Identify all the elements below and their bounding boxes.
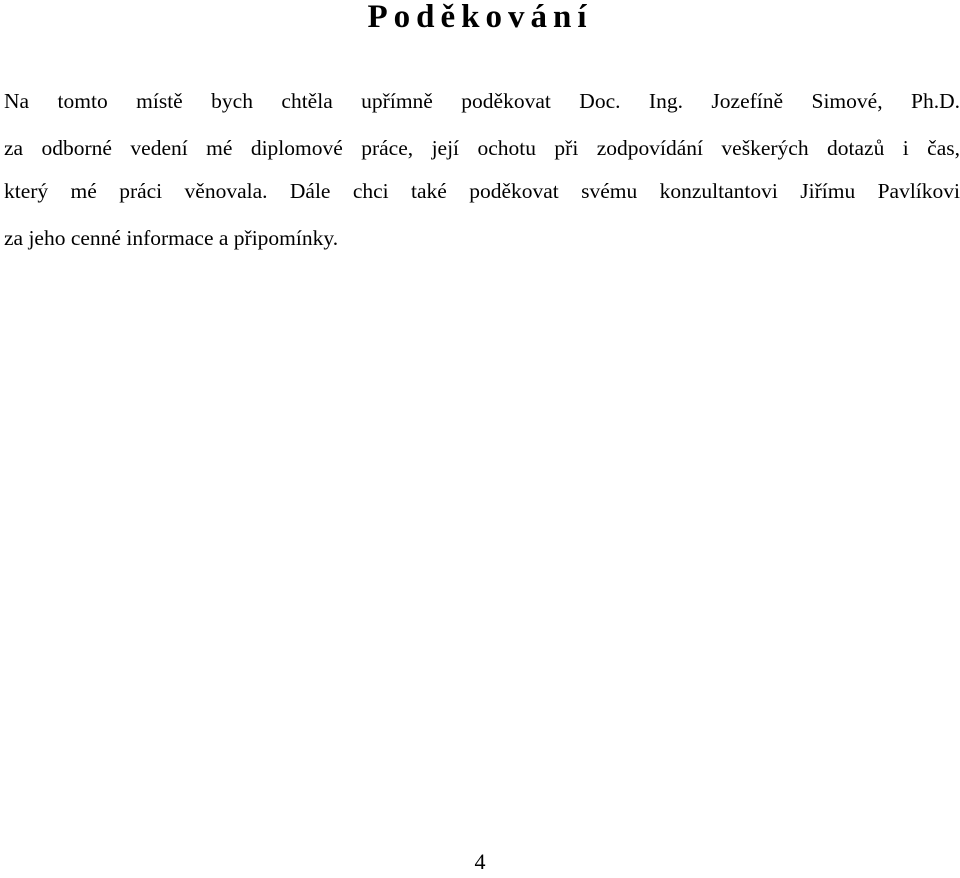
page-number: 4	[474, 849, 486, 874]
paragraph-line-2: za odborné vedení mé diplomové práce, její ochotu při zodpovídání veškerých dotazů i čas,	[4, 136, 960, 160]
paragraph-line-1: Na tomto místě bych chtěla upřímně poděkovat Doc. Ing. Jozefíně Simové, Ph.D.	[4, 89, 960, 113]
paragraph-line-3: který mé práci věnovala. Dále chci také poděkovat svému konzultantovi Jiřímu Pavlíkovi	[4, 179, 960, 203]
page-title: Poděkování	[367, 0, 593, 35]
paragraph-line-4: za jeho cenné informace a připomínky.	[4, 226, 339, 250]
